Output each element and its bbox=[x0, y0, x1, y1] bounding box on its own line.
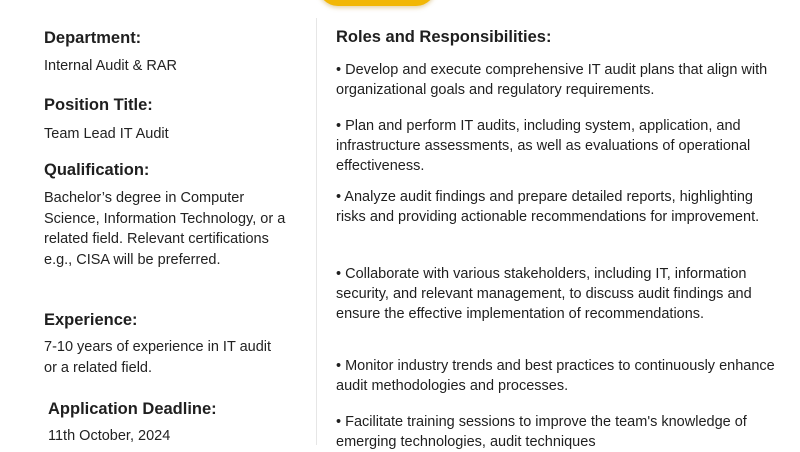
responsibility-item: • Plan and perform IT audits, including system, application, and infrastructure assessments, as well as evaluations of operational effectiveness. bbox=[336, 118, 751, 174]
responsibility-item: • Analyze audit findings and prepare detailed reports, highlighting risks and providing actionable recommendations for improvement. bbox=[336, 189, 760, 225]
responsibility-item: • Monitor industry trends and best practices to continuously enhance audit methodologies and processes. bbox=[336, 358, 775, 394]
roles-heading: Roles and Responsibilities: bbox=[336, 28, 552, 46]
responsibility-item: • Collaborate with various stakeholders, including IT, information security, and relevant management, to discuss audit findings and ensure the effective implementation of recommendations. bbox=[336, 266, 752, 322]
qualification-value: Bachelor’s degree in Computer Science, Information Technology, or a related field. Relevant certifications e.g., CISA will be preferred. bbox=[44, 190, 286, 268]
application-deadline-heading: Application Deadline: bbox=[48, 400, 217, 418]
department-heading: Department: bbox=[44, 29, 142, 47]
position-title-value: Team Lead IT Audit bbox=[44, 126, 169, 142]
qualification-heading: Qualification: bbox=[44, 161, 150, 179]
column-divider bbox=[316, 18, 317, 445]
decorative-top-arc bbox=[318, 0, 436, 6]
responsibility-item: • Develop and execute comprehensive IT audit plans that align with organizational goals and regulatory requirements. bbox=[336, 62, 768, 98]
department-value: Internal Audit & RAR bbox=[44, 58, 177, 74]
experience-heading: Experience: bbox=[44, 311, 138, 329]
position-title-heading: Position Title: bbox=[44, 96, 153, 114]
responsibility-item: • Facilitate training sessions to improve the team's knowledge of emerging technologies, audit techniques bbox=[336, 414, 747, 450]
experience-value: 7-10 years of experience in IT audit or a related field. bbox=[44, 339, 272, 376]
application-deadline-value: 11th October, 2024 bbox=[48, 428, 171, 444]
